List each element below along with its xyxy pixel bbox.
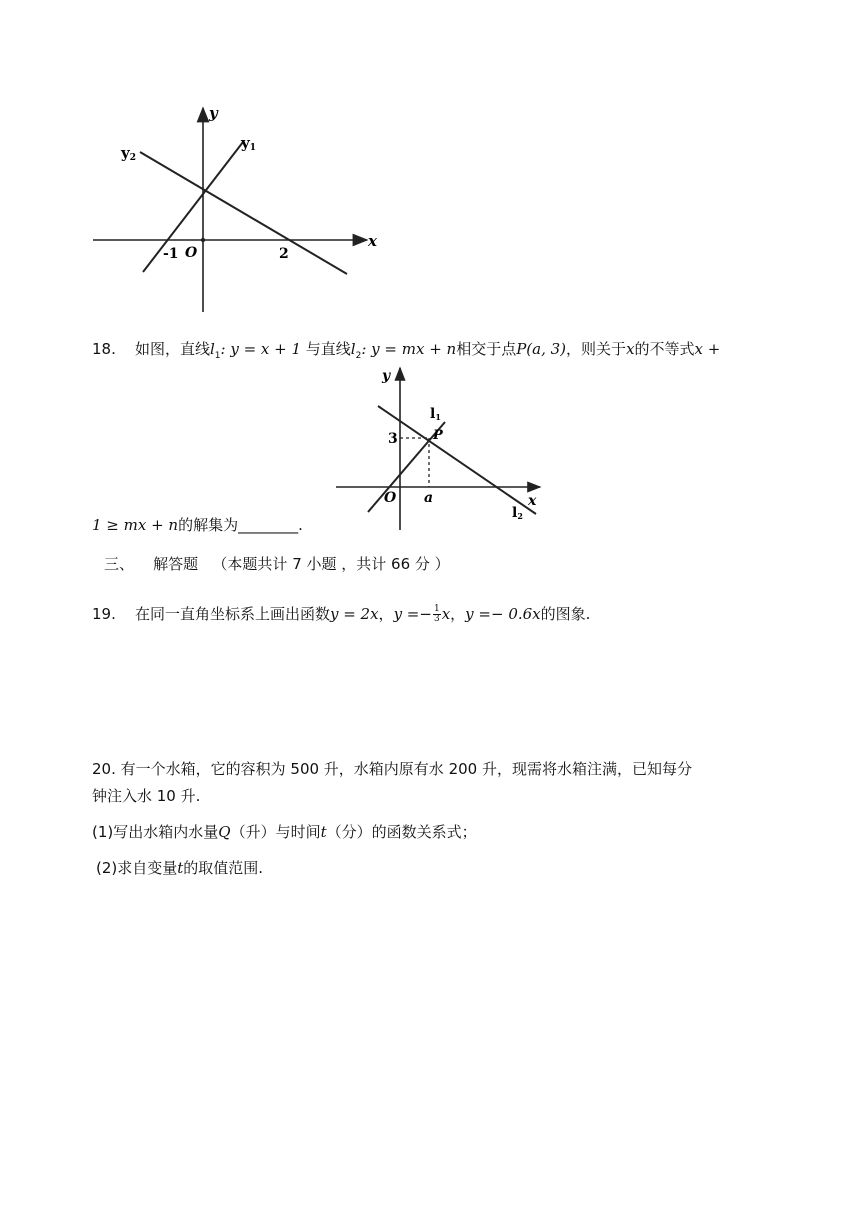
section-3-header xyxy=(104,553,450,574)
label-3: 3 xyxy=(388,431,398,447)
label-l2: l2 xyxy=(512,505,523,521)
line-l2 xyxy=(378,406,536,514)
tick-2: 2 xyxy=(279,246,289,262)
section-info: （本题共计 7 小题 ，共计 66 分 ） xyxy=(212,555,450,573)
q19-number: 19. xyxy=(92,605,116,623)
q19-sep1: ， xyxy=(378,605,394,623)
origin-dot xyxy=(201,238,205,242)
q18-text-a: 如图，直线 xyxy=(134,340,210,358)
q19-text-end: 的图象. xyxy=(540,605,591,623)
label-p: P xyxy=(433,428,443,443)
frac-den: 3 xyxy=(433,614,440,624)
section-label: 三、 xyxy=(104,555,135,573)
part1-mid: （升）与时间 xyxy=(230,823,321,841)
q18-line1 xyxy=(92,338,720,361)
l2-equation: : y = mx + n xyxy=(361,340,457,358)
q20-number: 20. xyxy=(92,760,116,778)
x-axis-label: x xyxy=(528,493,537,509)
l1-name: l xyxy=(209,340,215,358)
section-title: 解答题 xyxy=(153,555,199,573)
point-p: P(a, 3) xyxy=(516,340,567,358)
x-axis-label: x xyxy=(368,232,377,250)
origin-label: O xyxy=(384,490,397,506)
q18-text-f: 的解集为 xyxy=(178,516,239,534)
var-q: Q xyxy=(218,823,231,841)
q20-text-line2: 钟注入水 10 升. xyxy=(92,787,201,805)
fraction-one-third xyxy=(433,605,441,624)
part2-label: (2)求自变量 xyxy=(96,859,178,877)
part2-end: 的取值范围. xyxy=(183,859,264,877)
part1-end: （分）的函数关系式； xyxy=(326,823,477,841)
q20-part2 xyxy=(96,857,263,878)
var-x: x xyxy=(626,340,635,358)
inequality-start: x + xyxy=(694,340,721,358)
label-y2: y2 xyxy=(121,144,136,163)
part1-label: (1)写出水箱内水量 xyxy=(92,823,219,841)
label-y1: y1 xyxy=(241,134,256,153)
frac-num: 1 xyxy=(433,604,440,614)
q20-part1 xyxy=(92,821,477,842)
q18-text-d: ，则关于 xyxy=(566,340,627,358)
label-a: a xyxy=(424,490,434,506)
q20-line1 xyxy=(92,758,692,779)
l2-name: l xyxy=(350,340,356,358)
q18-text-c: 相交于点 xyxy=(456,340,517,358)
figure-intersecting-lines xyxy=(330,362,550,532)
l1-equation: : y = x + 1 xyxy=(220,340,302,358)
tick-neg1: -1 xyxy=(163,246,179,262)
function-2-end: x xyxy=(441,605,451,623)
y-axis-label: y xyxy=(209,104,218,122)
q18-line2 xyxy=(92,514,303,535)
var-t: t xyxy=(320,823,327,841)
q18-number: 18. xyxy=(92,340,116,358)
q19 xyxy=(92,603,590,624)
q18-text-b: 与直线 xyxy=(301,340,351,358)
label-l1: l1 xyxy=(430,406,441,422)
q20-text-line1: 有一个水箱，它的容积为 500 升，水箱内原有水 200 升，现需将水箱注满，已知每分 xyxy=(120,760,692,778)
figure-two-lines xyxy=(85,100,395,315)
answer-blank: ________ xyxy=(238,516,299,534)
function-3: y =− 0.6x xyxy=(465,605,541,623)
l1-sub: 1 xyxy=(214,351,221,361)
inequality-cont: 1 ≥ mx + n xyxy=(92,516,179,534)
q18-text-e: 的不等式 xyxy=(634,340,695,358)
y-axis-label: y xyxy=(382,368,391,384)
function-1: y = 2x xyxy=(329,605,379,623)
origin-label: O xyxy=(185,245,198,261)
function-2-start: y =− xyxy=(393,605,432,623)
l2-sub: 2 xyxy=(355,351,362,361)
q20-line2 xyxy=(92,785,200,806)
q19-text: 在同一直角坐标系上画出函数 xyxy=(134,605,330,623)
var-t-2: t xyxy=(177,859,184,877)
q18-end: . xyxy=(298,516,303,534)
q19-sep2: ， xyxy=(450,605,466,623)
